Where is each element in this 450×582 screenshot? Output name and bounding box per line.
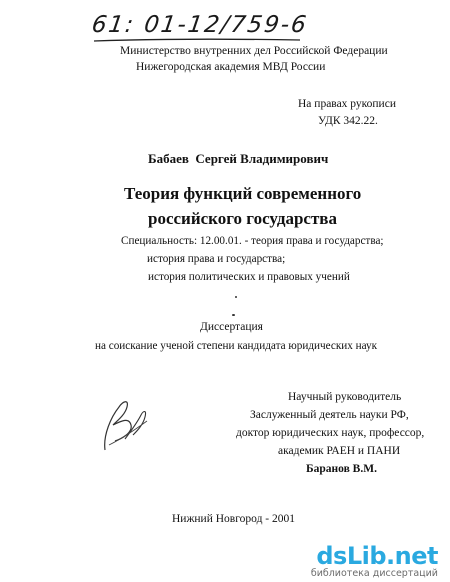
specialty-line-3: история политических и правовых учений	[148, 271, 350, 283]
dslib-watermark	[308, 542, 438, 578]
watermark-subtitle: библиотека диссертаций	[310, 568, 438, 579]
supervisor-label: Научный руководитель	[288, 391, 402, 403]
handwritten-underline	[90, 8, 310, 46]
handwritten-signature	[95, 395, 155, 457]
place-year: Нижний Новгород - 2001	[172, 513, 296, 525]
supervisor-title-2: доктор юридических наук, профессор,	[236, 427, 425, 439]
watermark-logo: dsLib.net	[316, 542, 438, 570]
academy-line: Нижегородская академия МВД России	[136, 61, 326, 73]
handwritten-archive-code	[90, 8, 310, 46]
scan-speck	[232, 314, 235, 316]
specialty-line-2: история права и государства;	[147, 253, 286, 265]
supervisor-title-1: Заслуженный деятель науки РФ,	[250, 409, 409, 421]
title-line-1: Теория функций современного	[124, 184, 362, 203]
dissertation-label: Диссертация	[200, 321, 263, 333]
author-name: Бабаев Сергей Владимирович	[148, 151, 329, 166]
handwritten-code-text: 61: 01-12/759-6	[90, 12, 310, 38]
degree-line: на соискание ученой степени кандидата юридических наук	[95, 340, 378, 352]
rights-manuscript-label: На правах рукописи	[298, 98, 396, 110]
ministry-line: Министерство внутренних дел Российской Федерации	[120, 45, 388, 57]
supervisor-title-3: академик РАЕН и ПАНИ	[278, 445, 401, 457]
scan-speck	[235, 296, 237, 298]
supervisor-name: Баранов В.М.	[306, 463, 377, 475]
specialty-line-1: Специальность: 12.00.01. - теория права и государства;	[121, 235, 384, 247]
udk-label: УДК 342.22.	[318, 115, 378, 127]
title-line-2: российского государства	[148, 209, 337, 228]
